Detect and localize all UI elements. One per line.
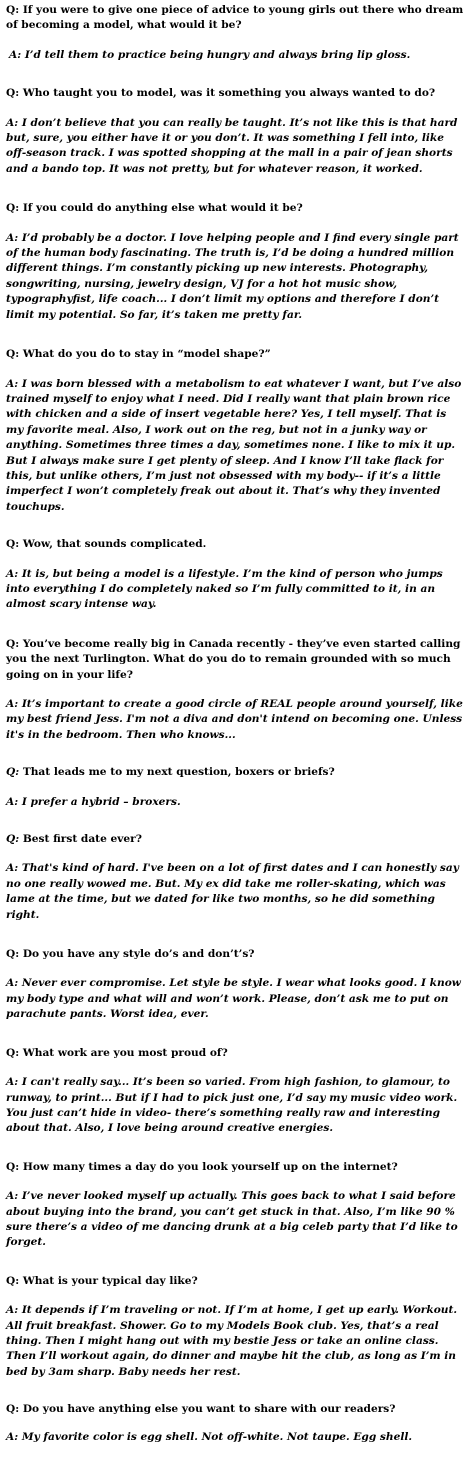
answer-prefix: A: (6, 116, 19, 129)
question-body: Who taught you to model, was it something you always wanted to do? (22, 87, 436, 100)
question-prefix: Q: (6, 4, 20, 16)
question-body: Do you have any style do’s and don’t’s? (22, 948, 255, 961)
question-text (6, 86, 464, 101)
question-text (6, 765, 464, 780)
qa-block (6, 637, 464, 743)
qa-block (6, 1402, 464, 1445)
answer-prefix: A: (6, 1304, 19, 1317)
qa-block (6, 86, 464, 177)
answer-text (6, 567, 464, 613)
answer-text (6, 377, 464, 516)
answer-text (6, 1075, 464, 1137)
answer-body: I don’t believe that you can really be taught. It’s not like this is that hard but, sure, you either have it or you don’t. It was something I fell into, like off-season track. I was spotted shopping at the mall in a pair of jean shorts and a bando top. It was not pretty, but for whatever reason, it worked. (6, 116, 458, 175)
question-prefix: Q: (6, 87, 20, 100)
qa-block (6, 3, 464, 63)
question-text (6, 1046, 464, 1061)
qa-block (6, 832, 464, 923)
answer-text (6, 1303, 464, 1380)
answer-text (6, 697, 464, 743)
answer-prefix: A: (6, 231, 19, 244)
question-prefix: Q: (6, 348, 20, 361)
question-text (6, 832, 464, 847)
question-text (6, 1274, 464, 1289)
answer-text (6, 231, 464, 323)
answer-body: I prefer a hybrid – broxers. (21, 795, 181, 808)
question-text (6, 3, 464, 34)
question-prefix: Q: (6, 202, 20, 215)
answer-body: I’d probably be a doctor. I love helping people and I find every single part of the human body fascinating. The truth is, I’d be doing a hundred million different things. I’m constantly picking up new interests. Photography, songwriting, nursing, jewelry design, VJ for a hot hot music show, typographyfist, life coach... I don’t limit my options and therefore I don’t limit my potential. So far, it’s taken me pretty far. (6, 231, 459, 321)
answer-prefix: A: (9, 48, 22, 61)
question-prefix: Q: (6, 948, 20, 961)
qa-block (6, 765, 464, 810)
answer-text (6, 861, 464, 923)
question-body: You’ve become really big in Canada recently - they’ve even started calling you the next Turlington. What do you do to remain grounded with so much going on in your life? (6, 637, 461, 681)
question-body: What is your typical day like? (22, 1274, 198, 1287)
question-prefix: Q: (6, 1160, 20, 1173)
question-text (6, 537, 464, 552)
answer-text (6, 976, 464, 1022)
question-text (6, 1160, 464, 1175)
qa-block (6, 537, 464, 613)
answer-body: I’d tell them to practice being hungry and always bring lip gloss. (24, 48, 411, 61)
question-prefix: Q: (6, 1274, 20, 1287)
answer-text (6, 116, 464, 178)
answer-body: That's kind of hard. I've been on a lot of first dates and I can honestly say no one really wowed me. But. My ex did take me roller-skating, which was lame at the time, but we dated for like two months, so he did something right. (6, 862, 459, 921)
answer-body: Never ever compromise. Let style be style. I wear what looks good. I know my body type and what will and won’t work. Please, don’t ask me to put on parachute pants. Worst idea, ever. (6, 977, 461, 1021)
question-body: How many times a day do you look yourself up on the internet? (22, 1160, 398, 1173)
question-prefix: Q: (6, 766, 20, 779)
question-body: What work are you most proud of? (22, 1046, 228, 1059)
answer-body: It is, but being a model is a lifestyle. I’m the kind of person who jumps into everything I do completely naked so I’m fully committed to it, in an almost scary intense way. (6, 567, 443, 611)
answer-text (6, 795, 464, 810)
question-prefix: Q: (6, 538, 20, 551)
answer-body: My favorite color is egg shell. Not off-white. Not taupe. Egg shell. (21, 1430, 413, 1443)
answer-prefix: A: (6, 977, 19, 990)
answer-prefix: A: (6, 862, 19, 875)
question-prefix: Q: (6, 1403, 20, 1416)
question-body: If you could do anything else what would it be? (22, 202, 303, 215)
question-body: If you were to give one piece of advice to young girls out there who dream of becoming a model, what would it be? (6, 4, 464, 32)
question-body: What do you do to stay in “model shape?” (22, 348, 271, 361)
answer-body: I was born blessed with a metabolism to eat whatever I want, but I’ve also trained myself to enjoy what I need. Did I really want that plain brown rice with chicken and a side of insert vegetable here? Yes, I tell myself. That is my favorite meal. Also, I work out on the reg, but not in a junky way or anything. Sometimes three times a day, sometimes none. I like to mix it up. But I always make sure I get plenty of sleep. And I know I’ll take flack for this, but unlike others, I’m just not obsessed with my body-- if it’s a little imperfect I won’t completely freak out about it. That’s why they invented touchups. (6, 377, 462, 513)
question-body: Do you have anything else you want to share with our readers? (22, 1403, 396, 1416)
question-prefix: Q: (6, 637, 20, 650)
answer-text (6, 1430, 464, 1445)
qa-block (6, 201, 464, 323)
qa-block (6, 1274, 464, 1380)
answer-prefix: A: (6, 1076, 19, 1089)
question-body: Wow, that sounds complicated. (22, 538, 207, 551)
answer-prefix: A: (6, 1190, 19, 1203)
question-text (6, 947, 464, 962)
answer-prefix: A: (6, 698, 19, 710)
question-prefix: Q: (6, 1046, 20, 1059)
qa-block (6, 947, 464, 1023)
question-text (6, 201, 464, 216)
answer-prefix: A: (6, 1430, 19, 1443)
answer-text (6, 48, 464, 63)
qa-block (6, 1046, 464, 1137)
question-prefix: Q: (6, 833, 20, 846)
answer-body: It’s important to create a good circle of REAL people around yourself, like my best friend Jess. I'm not a diva and don't intend on becoming one. Unless it's in the bedroom. Then who knows... (6, 698, 463, 741)
question-text (6, 347, 464, 362)
question-text (6, 637, 464, 683)
answer-prefix: A: (6, 795, 19, 808)
answer-body: I’ve never looked myself up actually. This goes back to what I said before about buying into the brand, you can’t get stuck in that. Also, I’m like 90 % sure there’s a video of me dancing drunk at a big celeb party that I’d like to forget. (6, 1190, 458, 1249)
answer-body: It depends if I’m traveling or not. If I’m at home, I get up early. Workout. All fruit breakfast. Shower. Go to my Models Book club. Yes, that’s a real thing. Then I might hang out with my bestie Jess or take an online class. Then I’ll workout again, do dinner and maybe hit the club, as long as I’m in bed by 3am sharp. Baby needs her rest. (6, 1304, 458, 1378)
answer-prefix: A: (6, 377, 19, 390)
qa-block (6, 1160, 464, 1251)
answer-text (6, 1189, 464, 1251)
qa-block (6, 347, 464, 515)
question-body: That leads me to my next question, boxers or briefs? (22, 766, 335, 779)
question-body: Best first date ever? (22, 833, 142, 846)
question-text (6, 1402, 464, 1417)
answer-prefix: A: (6, 567, 19, 580)
answer-body: I can't really say... It’s been so varied. From high fashion, to glamour, to runway, to print... But if I had to pick just one, I’d say my music video work. You just can’t hide in video- there’s something really raw and interesting about that. Also, I love being around creative energies. (6, 1076, 458, 1135)
